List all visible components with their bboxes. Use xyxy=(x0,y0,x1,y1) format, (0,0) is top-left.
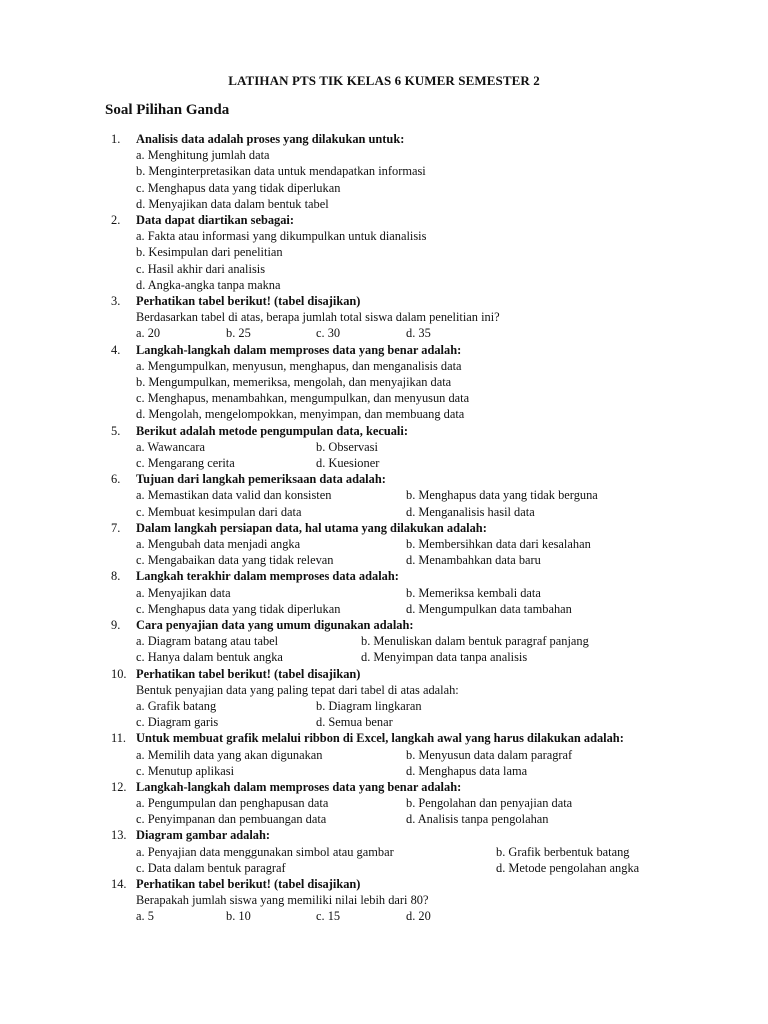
answer-option: c. Mengabaikan data yang tidak relevan xyxy=(136,553,334,568)
answer-option: c. 15 xyxy=(316,909,341,924)
answer-row xyxy=(0,763,768,779)
answer-row xyxy=(0,504,768,520)
question-number: 11. xyxy=(111,731,127,746)
answer-option: a. Diagram batang atau tabel xyxy=(136,634,279,649)
question-number: 12. xyxy=(111,779,127,794)
answer-option: a. Memilih data yang akan digunakan xyxy=(136,747,323,762)
answer-option: a. 20 xyxy=(136,326,161,341)
question-text: Langkah-langkah dalam memproses data yang benar adalah: xyxy=(136,779,462,794)
question-number: 3. xyxy=(111,294,121,309)
question-text: Cara penyajian data yang umum digunakan adalah: xyxy=(136,617,414,632)
answer-option: d. Mengumpulkan data tambahan xyxy=(406,601,572,616)
question-number: 10. xyxy=(111,666,127,681)
question-text: Perhatikan tabel berikut! (tabel disajikan) xyxy=(136,666,361,681)
question-item xyxy=(0,876,768,925)
question-text: Untuk membuat grafik melalui ribbon di Excel, langkah awal yang harus dilakukan adalah: xyxy=(136,731,624,746)
answer-option: a. Menghitung jumlah data xyxy=(136,148,270,163)
question-number: 9. xyxy=(111,617,121,632)
answer-row xyxy=(0,795,768,811)
answer-option: d. Semua benar xyxy=(316,715,393,730)
question-item xyxy=(0,471,768,520)
answer-row xyxy=(0,844,768,860)
answer-option: d. Mengolah, mengelompokkan, menyimpan, dan membuang data xyxy=(136,407,465,422)
answer-option: a. Grafik batang xyxy=(136,698,217,713)
question-item xyxy=(0,730,768,779)
answer-option: a. 5 xyxy=(136,909,154,924)
question-number: 8. xyxy=(111,569,121,584)
answer-option: d. Angka-angka tanpa makna xyxy=(136,277,281,292)
answer-option: c. Hanya dalam bentuk angka xyxy=(136,650,283,665)
question-number: 4. xyxy=(111,342,121,357)
answer-option: b. Menyusun data dalam paragraf xyxy=(406,747,573,762)
question-number: 6. xyxy=(111,472,121,487)
answer-option: a. Mengubah data menjadi angka xyxy=(136,537,301,551)
answer-option: d. Menganalisis hasil data xyxy=(406,504,535,519)
answer-option: d. Metode pengolahan angka xyxy=(496,860,640,875)
question-item xyxy=(0,520,768,569)
question-item xyxy=(0,423,768,472)
answer-row xyxy=(0,649,768,665)
answer-row xyxy=(0,325,768,341)
question-item xyxy=(0,617,768,666)
answer-option: b. Observasi xyxy=(316,439,378,454)
answer-option: c. Menghapus data yang tidak diperlukan xyxy=(136,180,341,195)
answer-option: b. Mengumpulkan, memeriksa, mengolah, dan menyajikan data xyxy=(136,375,452,390)
answer-row xyxy=(0,585,768,601)
answer-row xyxy=(0,811,768,827)
question-item xyxy=(0,779,768,828)
question-stem: Berapakah jumlah siswa yang memiliki nilai lebih dari 80? xyxy=(136,893,429,908)
question-text: Data dapat diartikan sebagai: xyxy=(136,213,294,228)
question-text: Analisis data adalah proses yang dilakukan untuk: xyxy=(136,132,405,146)
answer-option: c. 30 xyxy=(316,326,341,341)
answer-row xyxy=(0,633,768,649)
answer-row xyxy=(0,552,768,568)
question-text: Langkah terakhir dalam memproses data adalah: xyxy=(136,569,399,584)
question-item xyxy=(0,212,768,293)
answer-row xyxy=(0,536,768,552)
question-item xyxy=(0,827,768,876)
answer-option: d. Menyimpan data tanpa analisis xyxy=(361,650,528,665)
question-text: Langkah-langkah dalam memproses data yang benar adalah: xyxy=(136,342,462,357)
answer-option: d. Kuesioner xyxy=(316,456,380,471)
question-list xyxy=(0,131,768,925)
question-item xyxy=(0,568,768,617)
answer-option: a. Penyajian data menggunakan simbol atau gambar xyxy=(136,844,394,859)
answer-option: b. 25 xyxy=(226,326,251,341)
answer-option: c. Membuat kesimpulan dari data xyxy=(136,504,302,519)
question-text: Diagram gambar adalah: xyxy=(136,828,271,843)
question-stem: Berdasarkan tabel di atas, berapa jumlah total siswa dalam penelitian ini? xyxy=(136,310,500,325)
answer-row xyxy=(0,487,768,503)
answer-option: d. Analisis tanpa pengolahan xyxy=(406,812,549,827)
answer-option: d. 20 xyxy=(406,909,431,924)
question-item xyxy=(0,342,768,423)
answer-option: d. Menyajikan data dalam bentuk tabel xyxy=(136,196,329,211)
answer-option: a. Fakta atau informasi yang dikumpulkan untuk dianalisis xyxy=(136,229,427,244)
answer-option: c. Menutup aplikasi xyxy=(136,763,235,778)
question-text: Tujuan dari langkah pemeriksaan data adalah: xyxy=(136,472,386,487)
answer-option: d. 35 xyxy=(406,326,431,341)
answer-row xyxy=(0,455,768,471)
question-text: Perhatikan tabel berikut! (tabel disajikan) xyxy=(136,294,361,309)
answer-option: b. Menginterpretasikan data untuk mendapatkan informasi xyxy=(136,164,426,179)
answer-option: c. Mengarang cerita xyxy=(136,456,235,471)
answer-option: a. Memastikan data valid dan konsisten xyxy=(136,488,332,503)
question-number: 5. xyxy=(111,423,121,438)
question-text: Perhatikan tabel berikut! (tabel disajikan) xyxy=(136,877,361,892)
answer-row xyxy=(0,439,768,455)
section-heading: Soal Pilihan Ganda xyxy=(105,102,230,118)
answer-option: c. Menghapus data yang tidak diperlukan xyxy=(136,601,341,616)
answer-option: c. Penyimpanan dan pembuangan data xyxy=(136,812,327,827)
question-stem: Bentuk penyajian data yang paling tepat dari tabel di atas adalah: xyxy=(136,682,459,697)
answer-row xyxy=(0,747,768,763)
answer-option: b. 10 xyxy=(226,909,251,924)
question-item xyxy=(0,666,768,731)
answer-option: a. Menyajikan data xyxy=(136,585,231,600)
question-item xyxy=(0,293,768,342)
document-title: LATIHAN PTS TIK KELAS 6 KUMER SEMESTER 2 xyxy=(228,73,540,88)
answer-option: b. Kesimpulan dari penelitian xyxy=(136,245,283,260)
answer-option: b. Memeriksa kembali data xyxy=(406,585,541,600)
question-number: 1. xyxy=(111,132,121,146)
answer-row xyxy=(0,698,768,714)
answer-row xyxy=(0,908,768,924)
answer-option: c. Menghapus, menambahkan, mengumpulkan, dan menyusun data xyxy=(136,391,470,406)
answer-option: b. Diagram lingkaran xyxy=(316,698,422,713)
question-item xyxy=(0,131,768,212)
question-number: 13. xyxy=(111,828,127,843)
question-text: Berikut adalah metode pengumpulan data, kecuali: xyxy=(136,423,408,438)
question-text: Dalam langkah persiapan data, hal utama yang dilakukan adalah: xyxy=(136,520,487,535)
answer-option: b. Grafik berbentuk batang xyxy=(496,844,630,859)
answer-option: d. Menghapus data lama xyxy=(406,763,528,778)
question-number: 7. xyxy=(111,520,121,535)
question-number: 2. xyxy=(111,213,121,228)
question-number: 14. xyxy=(111,877,127,892)
answer-option: c. Hasil akhir dari analisis xyxy=(136,261,266,276)
answer-row xyxy=(0,860,768,876)
answer-option: b. Menuliskan dalam bentuk paragraf panjang xyxy=(361,634,589,649)
answer-option: d. Menambahkan data baru xyxy=(406,553,541,568)
answer-option: c. Data dalam bentuk paragraf xyxy=(136,860,286,875)
answer-option: b. Pengolahan dan penyajian data xyxy=(406,796,573,811)
answer-row xyxy=(0,601,768,617)
answer-row xyxy=(0,714,768,730)
answer-option: a. Pengumpulan dan penghapusan data xyxy=(136,796,329,811)
answer-option: b. Membersihkan data dari kesalahan xyxy=(406,537,591,551)
answer-option: a. Wawancara xyxy=(136,439,205,454)
answer-option: b. Menghapus data yang tidak berguna xyxy=(406,488,598,503)
answer-option: c. Diagram garis xyxy=(136,715,219,730)
answer-option: a. Mengumpulkan, menyusun, menghapus, dan menganalisis data xyxy=(136,358,462,373)
